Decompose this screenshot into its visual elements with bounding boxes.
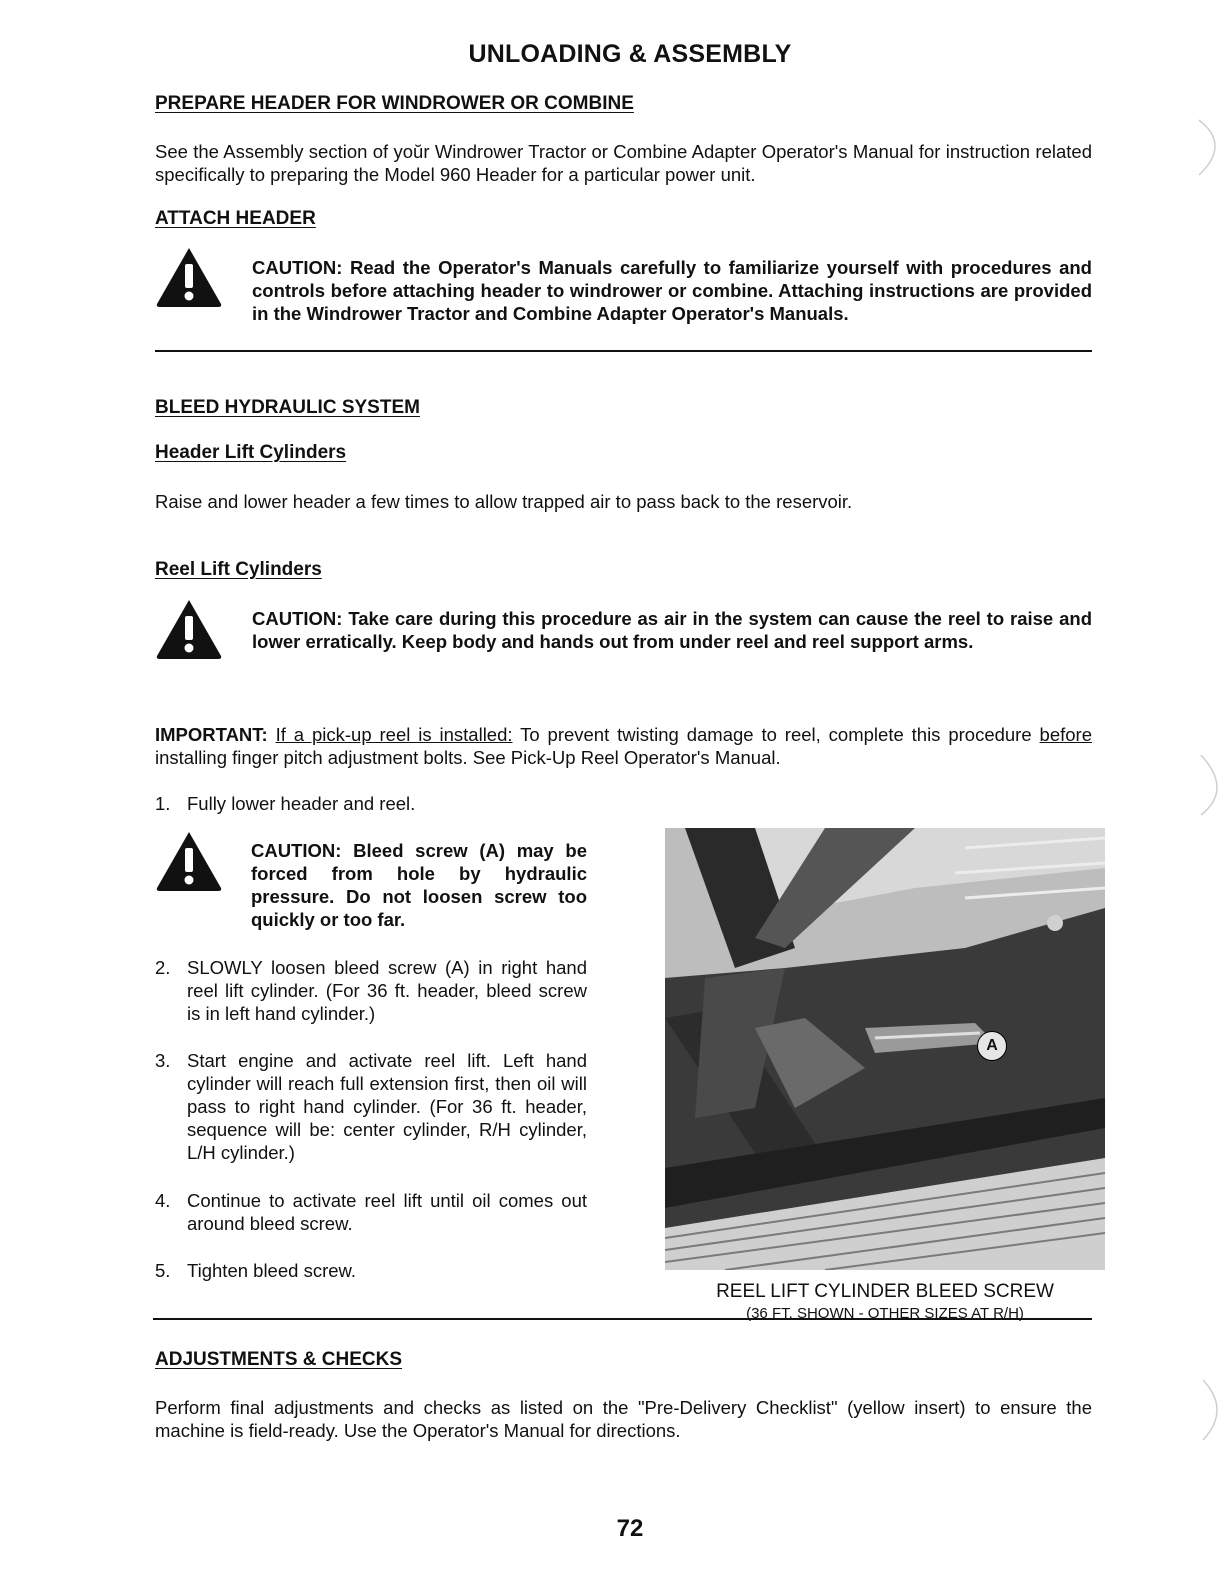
important-note — [155, 723, 1092, 769]
important-condition: If a pick-up reel is installed: — [275, 724, 513, 745]
adjustments-text: Perform final adjustments and checks as listed on the "Pre-Delivery Checklist" (yellow insert) to ensure the machine is field-ready. Use the Operator's Manual for directions. — [155, 1397, 1092, 1441]
important-text-1: To prevent twisting damage to reel, complete this procedure — [512, 724, 1040, 745]
prepare-text: See the Assembly section of yoŭr Windrower Tractor or Combine Adapter Operator's Manual for instruction related specifically to preparing the Model 960 Header for a particular power unit. — [155, 141, 1092, 185]
important-text-2: installing finger pitch adjustment bolts. See Pick-Up Reel Operator's Manual. — [155, 747, 781, 768]
step-number: 5. — [155, 1260, 171, 1281]
step-text: Start engine and activate reel lift. Left hand cylinder will reach full extension first, then oil will pass to right hand cylinder. (For 36 ft. header, sequence will be: center cylinder, R/H cylinder, L/H cylinder.) — [187, 1050, 587, 1163]
important-label: IMPORTANT: — [155, 724, 268, 745]
figure-caption: REEL LIFT CYLINDER BLEED SCREW — [716, 1281, 1054, 1302]
reel-lift-cylinder-photo — [665, 828, 1105, 1270]
step-text: Continue to activate reel lift until oil comes out around bleed screw. — [187, 1190, 587, 1234]
step-number: 1. — [155, 793, 171, 814]
bleed-screw-caution: CAUTION: Bleed screw (A) may be forced from hole by hydraulic pressure. Do not loosen screw too quickly or too far. — [251, 840, 587, 930]
header-lift-heading: Header Lift Cylinders — [155, 442, 347, 463]
figure-subcaption: (36 FT. SHOWN - OTHER SIZES AT R/H) — [746, 1305, 1024, 1322]
prepare-heading: PREPARE HEADER FOR WINDROWER OR COMBINE — [155, 93, 634, 114]
step-text: Fully lower header and reel. — [187, 793, 416, 814]
page-title: UNLOADING & ASSEMBLY — [468, 40, 792, 68]
divider — [153, 1318, 1092, 1320]
adjustments-heading: ADJUSTMENTS & CHECKS — [155, 1349, 403, 1370]
warning-triangle-icon — [155, 598, 223, 660]
step-number: 3. — [155, 1050, 171, 1071]
reel-lift-caution: CAUTION: Take care during this procedure as air in the system can cause the reel to raise and lower erratically. Keep body and hands out from under reel and reel support arms. — [252, 608, 1092, 652]
divider — [155, 350, 1092, 352]
step-number: 4. — [155, 1190, 171, 1211]
binder-holes-decoration — [1171, 0, 1231, 1592]
warning-triangle-icon — [155, 246, 223, 308]
important-before: before — [1039, 724, 1092, 745]
step-text: SLOWLY loosen bleed screw (A) in right hand reel lift cylinder. (For 36 ft. header, bleed screw is in left hand cylinder.) — [187, 957, 587, 1024]
photo-illustration — [665, 828, 1105, 1270]
warning-triangle-icon — [155, 830, 223, 892]
step-text: Tighten bleed screw. — [187, 1260, 356, 1281]
bleed-heading: BLEED HYDRAULIC SYSTEM — [155, 397, 420, 418]
header-lift-text: Raise and lower header a few times to allow trapped air to pass back to the reservoir. — [155, 491, 853, 512]
attach-caution: CAUTION: Read the Operator's Manuals carefully to familiarize yourself with procedures and controls before attaching header to windrower or combine. Attaching instructions are provided in the Windrower Tractor and Combine Adapter Operator's Manuals. — [252, 257, 1092, 324]
callout-a-label: A — [977, 1031, 1007, 1061]
reel-lift-heading: Reel Lift Cylinders — [155, 559, 322, 580]
step-number: 2. — [155, 957, 171, 978]
attach-heading: ATTACH HEADER — [155, 208, 316, 229]
page-number: 72 — [616, 1515, 644, 1542]
